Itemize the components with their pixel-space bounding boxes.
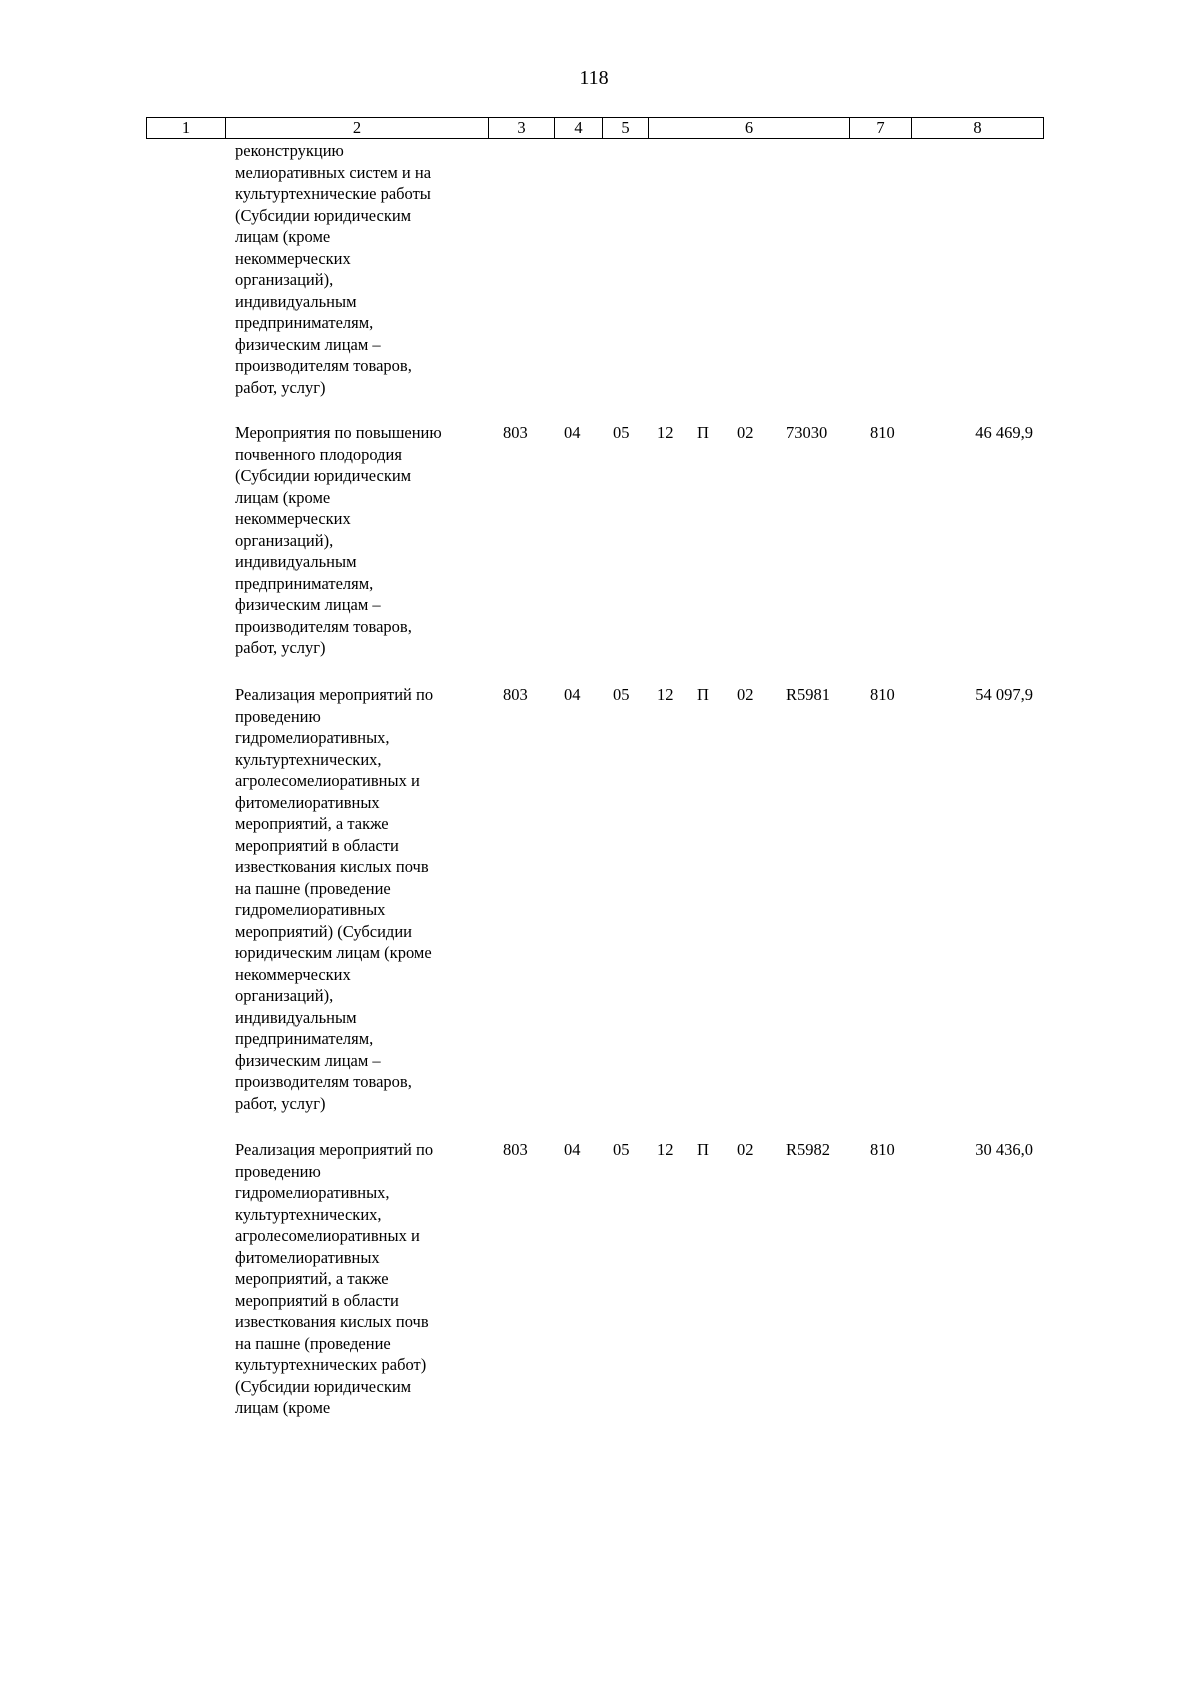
column-header-table (146, 117, 1044, 139)
column-number-5: 5 (603, 118, 649, 139)
row-description (235, 1139, 480, 1419)
ministry-code: 803 (503, 685, 528, 704)
description-line: организаций), (235, 270, 334, 289)
event-code: 02 (737, 423, 754, 442)
description-line: Реализация мероприятий по (235, 685, 434, 704)
column-number-3: 3 (489, 118, 555, 139)
description-line: агролесомелиоративных и (235, 771, 420, 790)
description-line: некоммерческих (235, 964, 351, 984)
description-line: мероприятий, а также (235, 1269, 389, 1288)
subprogram-code: П (697, 685, 709, 704)
direction-code: 73030 (786, 423, 828, 442)
row-description (235, 140, 480, 398)
description-line: предпринимателям, (235, 573, 374, 593)
description-line: производителям товаров, (235, 616, 412, 636)
description-line: работ, услуг) (235, 638, 326, 657)
column-header-row (147, 118, 1044, 139)
description-line: юридическим лицам (кроме (235, 943, 432, 962)
subprogram-code: П (697, 423, 709, 442)
description-line: мероприятий, а также (235, 814, 389, 833)
description-line: индивидуальным (235, 291, 357, 311)
description-line: физическим лицам – (235, 334, 381, 354)
subprogram-code: П (697, 1140, 709, 1159)
expense-type-code: 810 (870, 1140, 895, 1159)
section-code: 04 (564, 1140, 581, 1159)
description-line: культуртехнические работы (235, 184, 431, 203)
description-line: некоммерческих (235, 509, 351, 528)
direction-code: R5982 (786, 1140, 831, 1159)
column-number-1: 1 (147, 118, 226, 139)
description-line: мероприятий) (Субсидии (235, 921, 412, 941)
column-number-7: 7 (850, 118, 912, 139)
description-line: Реализация мероприятий по (235, 1140, 434, 1159)
description-line: (Субсидии юридическим (235, 1376, 412, 1396)
description-line: (Субсидии юридическим (235, 205, 412, 225)
description-line: проведению (235, 706, 321, 726)
description-line: производителям товаров, (235, 356, 412, 375)
program-code: 12 (657, 423, 674, 442)
subsection-code: 05 (613, 423, 630, 442)
description-line: предпринимателям, (235, 313, 374, 332)
description-line: мероприятий в области (235, 835, 399, 855)
description-line: реконструкцию (235, 141, 344, 160)
event-code: 02 (737, 1140, 754, 1159)
description-line: почвенного плодородия (235, 444, 402, 464)
column-number-4: 4 (555, 118, 603, 139)
event-code: 02 (737, 685, 754, 704)
description-line: лицам (кроме (235, 1398, 331, 1417)
section-code: 04 (564, 423, 581, 442)
row-description (235, 422, 480, 659)
page-number: 118 (579, 67, 609, 89)
description-line: мелиоративных систем и на (235, 162, 432, 182)
description-line: культуртехнических работ) (235, 1355, 427, 1374)
description-line: предпринимателям, (235, 1029, 374, 1048)
ministry-code: 803 (503, 1140, 528, 1159)
column-number-8: 8 (912, 118, 1044, 139)
description-line: на пашне (проведение (235, 1333, 391, 1353)
description-line: лицам (кроме (235, 487, 331, 507)
description-line: проведению (235, 1161, 321, 1181)
row-description (235, 684, 480, 1114)
description-line: мероприятий в области (235, 1290, 399, 1310)
description-line: организаций), (235, 530, 334, 550)
description-line: физическим лицам – (235, 595, 381, 614)
program-code: 12 (657, 685, 674, 704)
description-line: гидромелиоративных (235, 900, 386, 919)
description-line: культуртехнических, (235, 1204, 382, 1224)
description-line: известкования кислых почв (235, 1312, 429, 1331)
ministry-code: 803 (503, 423, 528, 442)
description-line: индивидуальным (235, 552, 357, 571)
description-line: культуртехнических, (235, 749, 382, 769)
description-line: некоммерческих (235, 248, 351, 268)
description-line: на пашне (проведение (235, 878, 391, 898)
column-number-2: 2 (226, 118, 489, 139)
subsection-code: 05 (613, 685, 630, 704)
description-line: агролесомелиоративных и (235, 1226, 420, 1245)
direction-code: R5981 (786, 685, 831, 704)
description-line: гидромелиоративных, (235, 728, 390, 747)
section-code: 04 (564, 685, 581, 704)
expense-type-code: 810 (870, 685, 895, 704)
description-line: фитомелиоративных (235, 792, 380, 812)
description-line: работ, услуг) (235, 377, 326, 397)
subsection-code: 05 (613, 1140, 630, 1159)
program-code: 12 (657, 1140, 674, 1159)
description-line: (Субсидии юридическим (235, 466, 412, 485)
description-line: индивидуальным (235, 1007, 357, 1027)
expense-type-code: 810 (870, 423, 895, 442)
column-number-6: 6 (649, 118, 850, 139)
description-line: работ, услуг) (235, 1093, 326, 1113)
description-line: фитомелиоративных (235, 1247, 380, 1267)
description-line: гидромелиоративных, (235, 1183, 390, 1202)
description-line: лицам (кроме (235, 227, 331, 246)
amount-value: 30 436,0 (975, 1140, 1033, 1159)
amount-value: 46 469,9 (975, 423, 1033, 442)
amount-value: 54 097,9 (975, 685, 1033, 704)
description-line: Мероприятия по повышению (235, 423, 442, 442)
description-line: организаций), (235, 986, 334, 1005)
description-line: физическим лицам – (235, 1050, 381, 1070)
description-line: производителям товаров, (235, 1072, 412, 1091)
description-line: известкования кислых почв (235, 857, 429, 876)
